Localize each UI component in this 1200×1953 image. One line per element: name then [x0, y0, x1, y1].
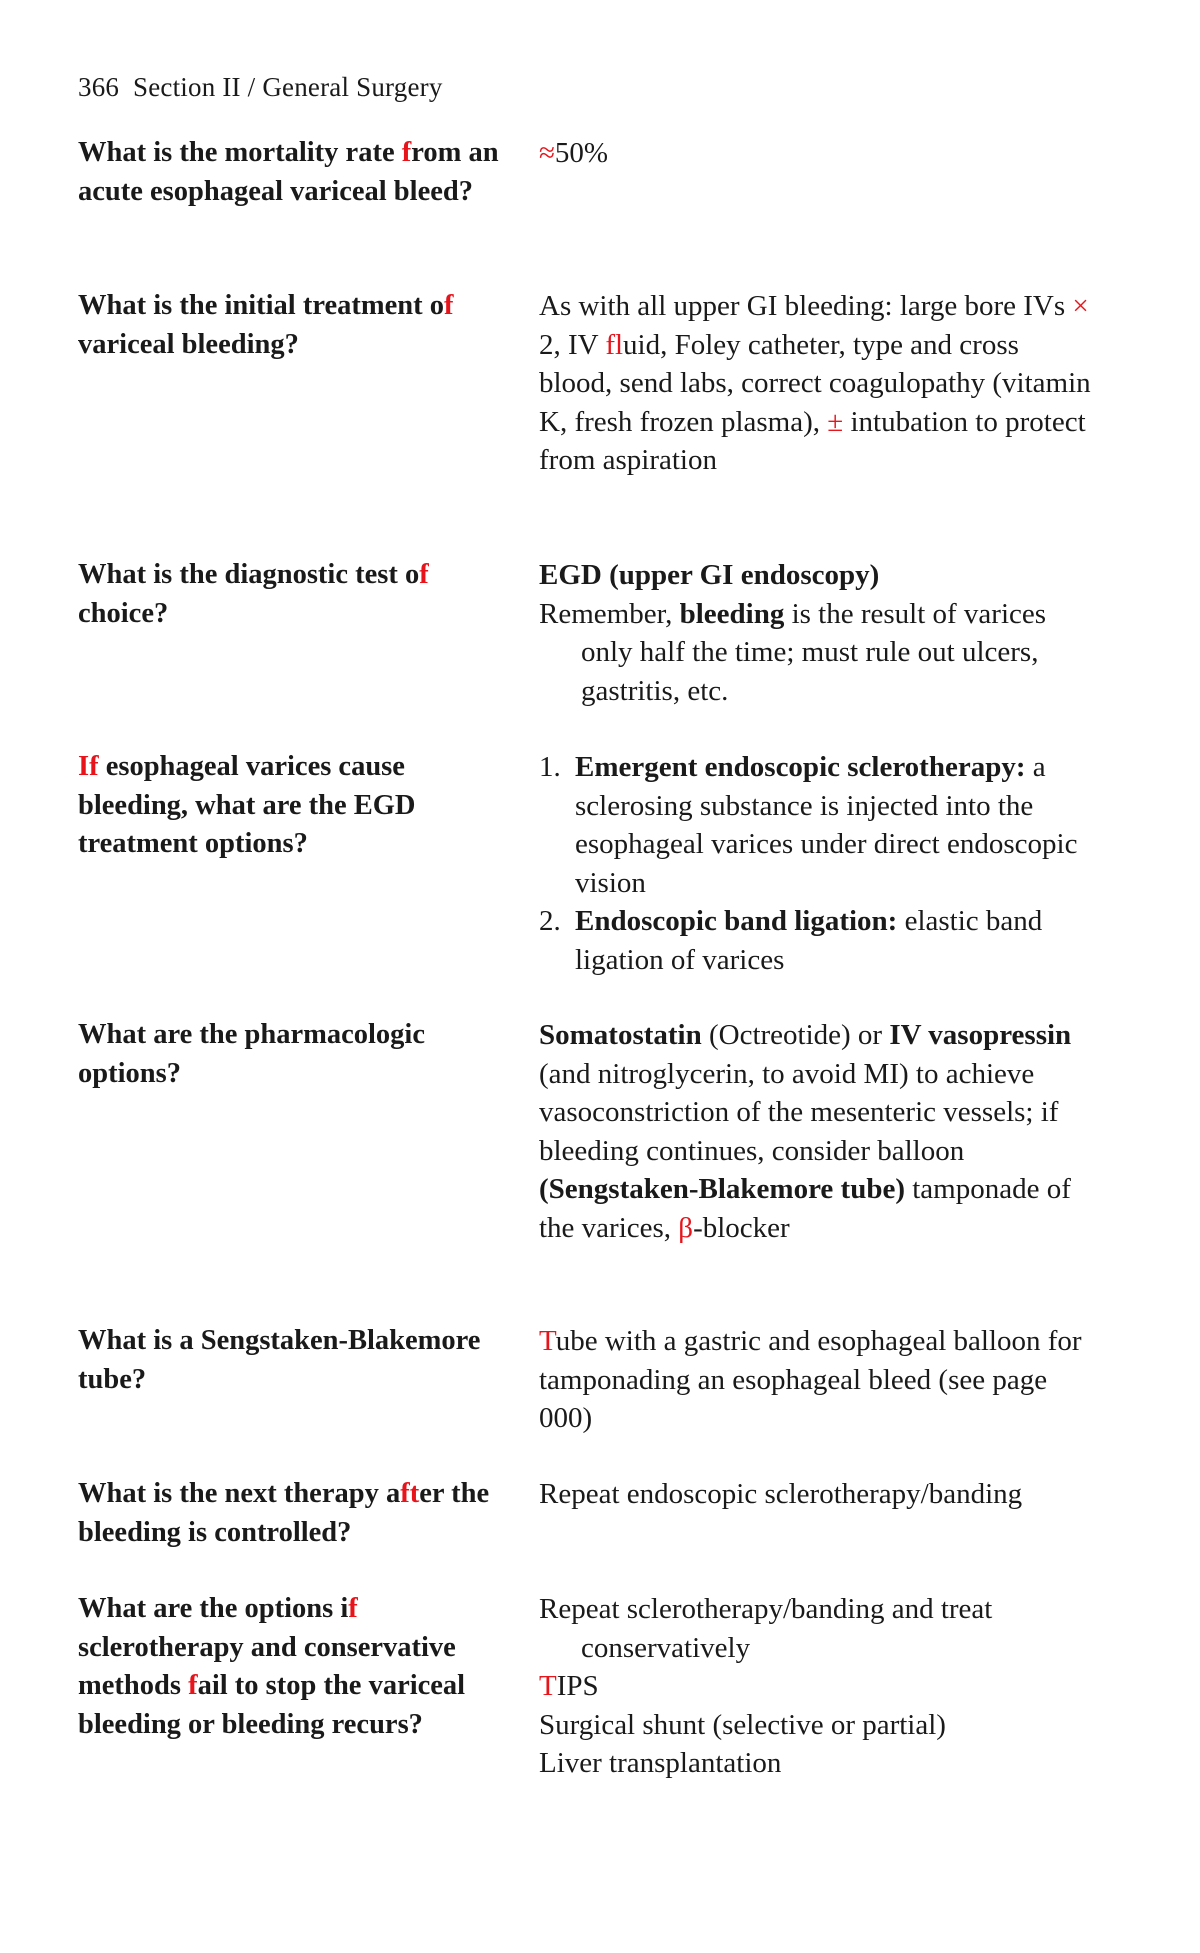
answer-8-line: TIPS	[539, 1670, 599, 1702]
answer-3-title: EGD (upper GI endoscopy)	[539, 559, 880, 591]
question-7: What is the next therapy after the bleeding is controlled?	[78, 1478, 490, 1548]
list-item: 2. Endoscopic band ligation: elastic band ligation of varices	[539, 905, 1043, 976]
list-item: 1. Emergent endoscopic sclerotherapy: a sclerosing substance is injected into the esophageal varices under direct endoscopic vision	[539, 751, 1078, 899]
answer-2: As with all upper GI bleeding: large bore IVs × 2, IV fluid, Foley catheter, type and cross blood, send labs, correct coagulopathy (vitamin K, fresh frozen plasma), ± intubation to protect from aspiration	[539, 290, 1091, 476]
question-4: If esophageal varices cause bleeding, what are the EGD treatment options?	[78, 751, 416, 859]
beta-symbol: β	[678, 1211, 694, 1244]
answer-8-line: Liver transplantation	[539, 1747, 782, 1779]
answer-8	[539, 1590, 1099, 1783]
question-3: What is the diagnostic test of choice?	[78, 559, 429, 629]
question-5: What are the pharmacologic options?	[78, 1019, 425, 1089]
answer-6: Tube with a gastric and esophageal balloon for tamponading an esophageal bleed (see page 000)	[539, 1325, 1082, 1434]
answer-3	[539, 556, 1099, 710]
page-number: 366	[78, 72, 120, 102]
answer-5: Somatostatin (Octreotide) or IV vasopressin (and nitroglycerin, to avoid MI) to achieve vasoconstriction of the mesenteric vessels; if bleeding continues, consider balloon (Sengstaken-Blakemore tube) tamponade of the varices, β-blocker	[539, 1019, 1072, 1244]
section-title: Section II / General Surgery	[133, 72, 443, 102]
answer-1: ≈50%	[539, 137, 609, 169]
answer-8-line: Repeat sclerotherapy/banding and treat conservatively	[539, 1593, 993, 1664]
question-1: What is the mortality rate from an acute esophageal variceal bleed?	[78, 137, 499, 207]
question-2: What is the initial treatment of variceal bleeding?	[78, 290, 454, 360]
answer-3-note: Remember, bleeding is the result of varices only half the time; must rule out ulcers, gastritis, etc.	[539, 597, 1047, 707]
plus-minus-symbol: ±	[827, 405, 844, 438]
answer-7: Repeat endoscopic sclerotherapy/banding	[539, 1478, 1023, 1510]
times-symbol: ×	[1072, 290, 1089, 322]
answer-4	[539, 748, 1099, 979]
question-8: What are the options if sclerotherapy and conservative methods fail to stop the variceal bleeding or bleeding recurs?	[78, 1593, 466, 1740]
question-6: What is a Sengstaken-Blakemore tube?	[78, 1325, 481, 1395]
answer-8-line: Surgical shunt (selective or partial)	[539, 1708, 946, 1741]
running-header	[78, 72, 443, 103]
